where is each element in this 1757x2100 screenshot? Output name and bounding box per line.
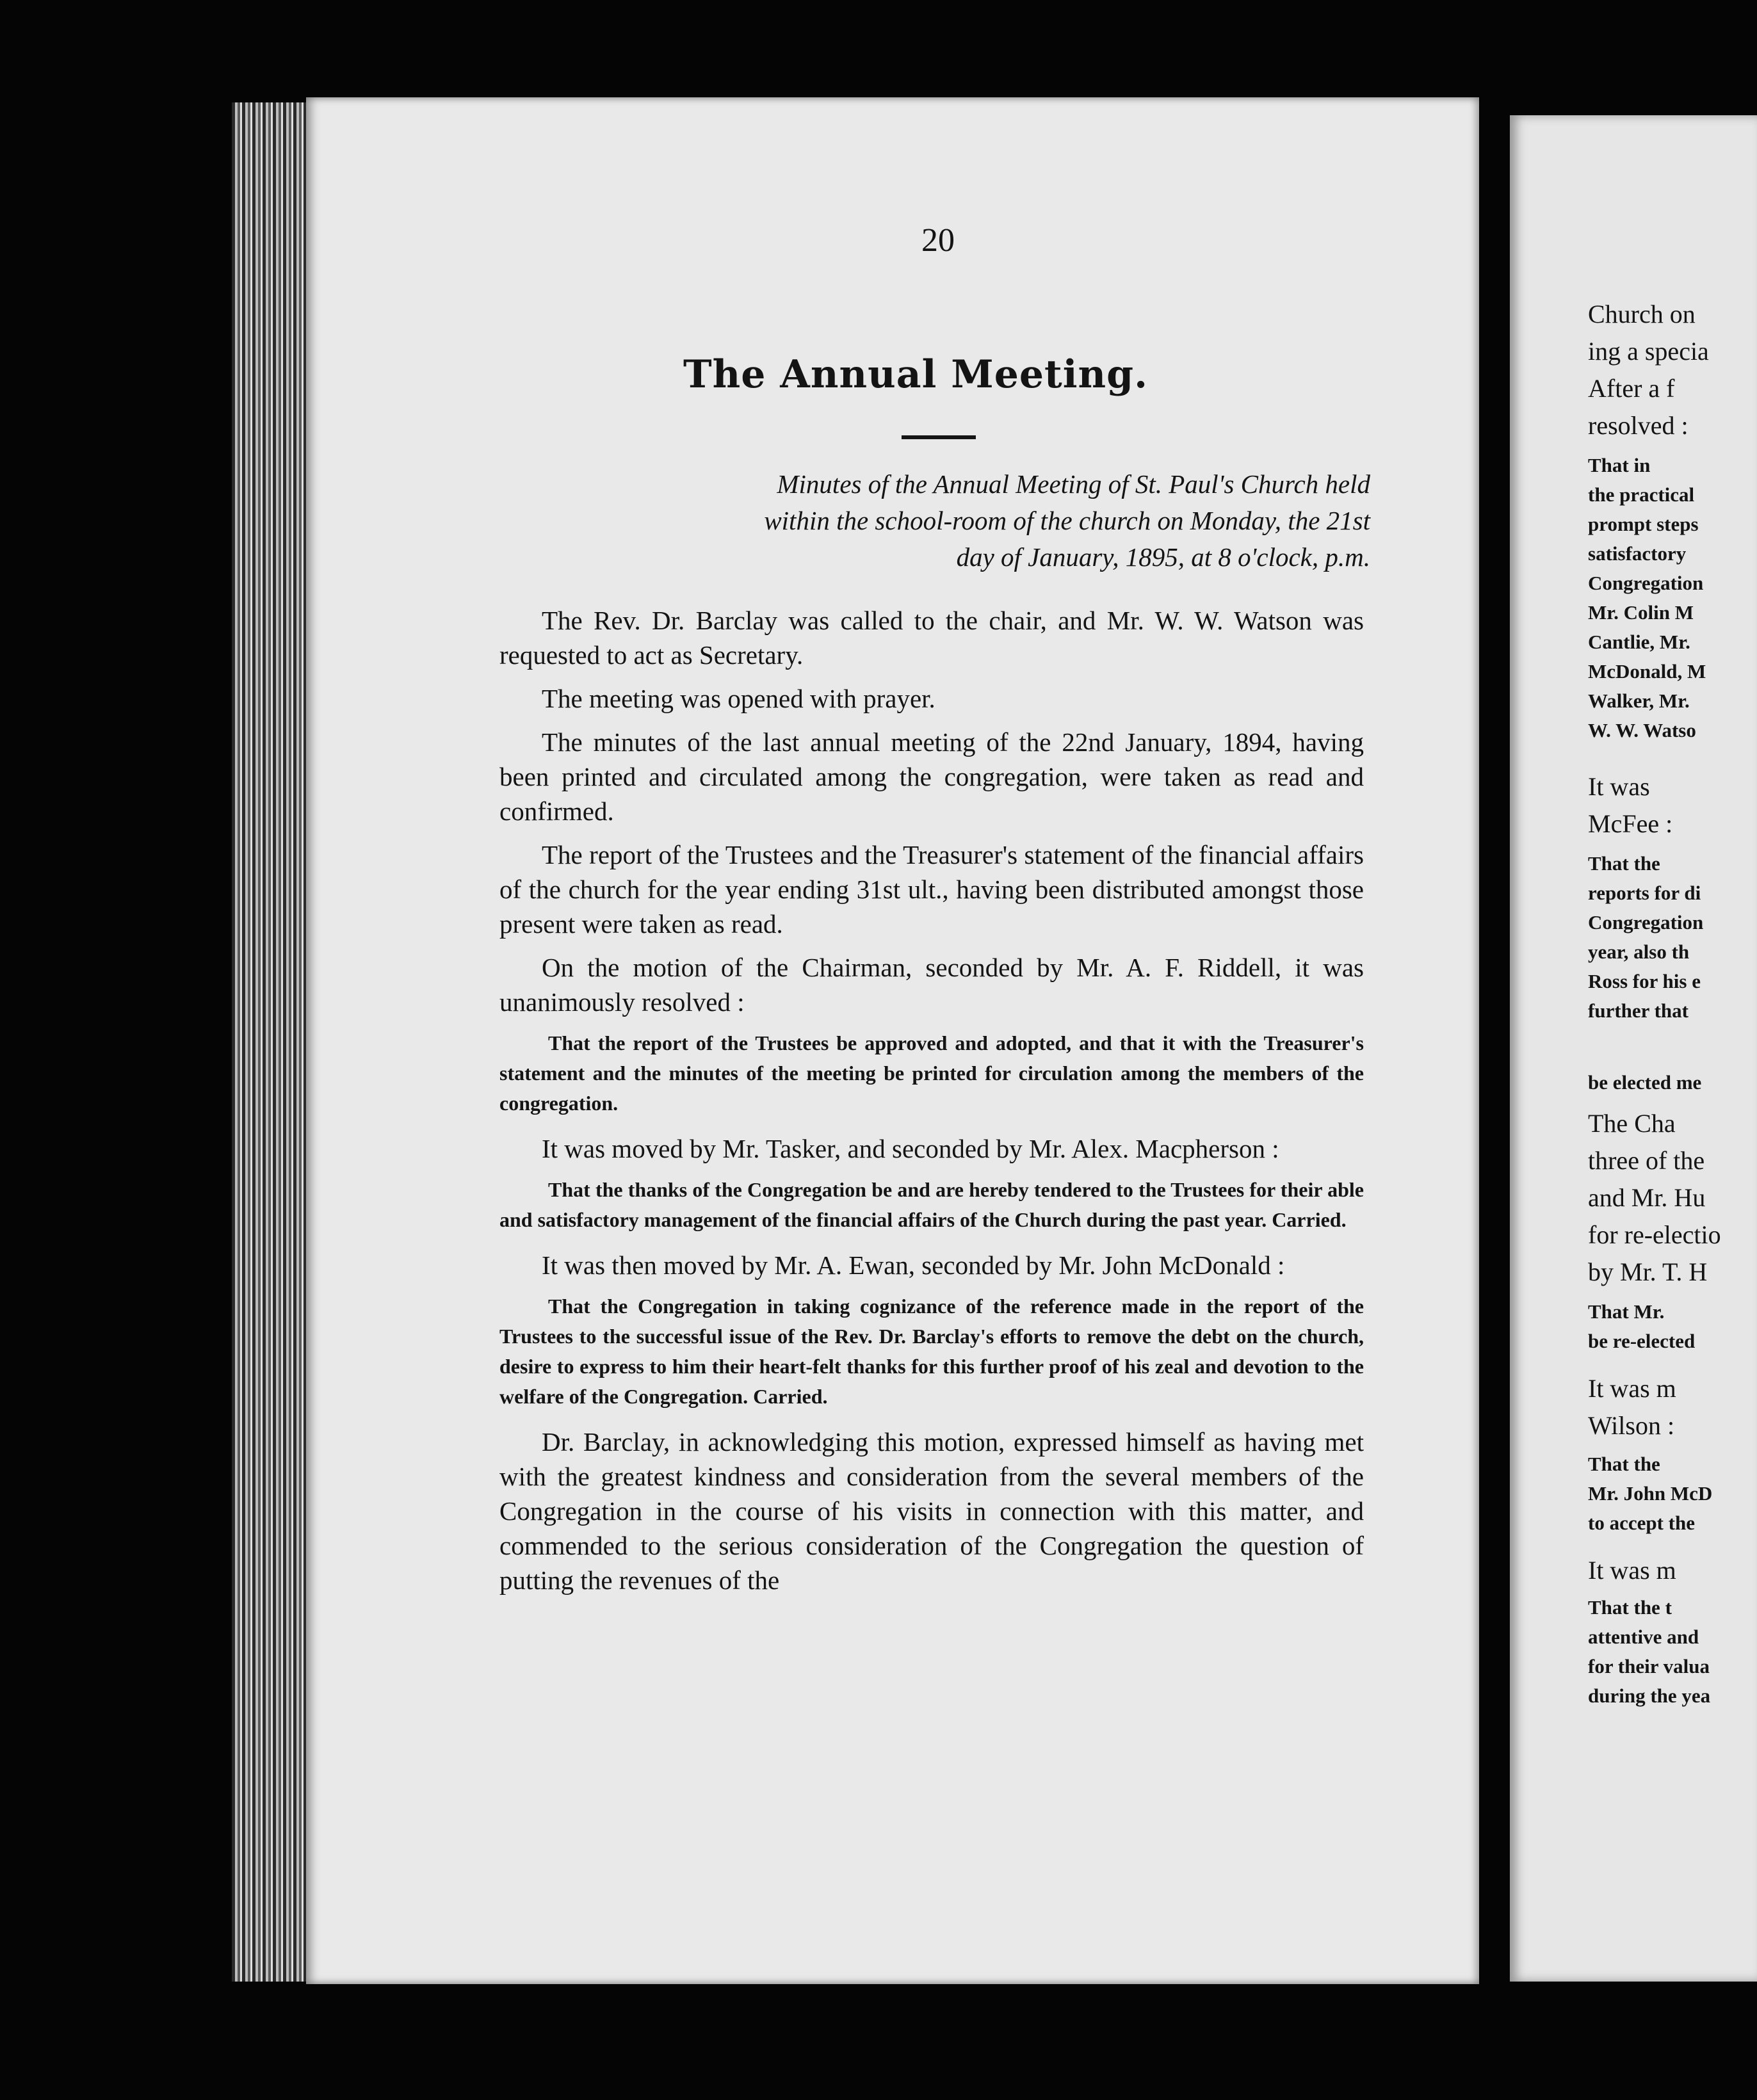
right-page-line: Mr. John McD (1588, 1482, 1713, 1505)
right-page-line: That in (1588, 454, 1651, 476)
resolution-paragraph: That the report of the Trustees be approved and adopted, and that it with the Treasurer's statement and the minutes of the meeting be printed for circulation among the members of the congregation. (499, 1031, 1364, 1115)
right-page-line: to accept the (1588, 1512, 1695, 1534)
page-heading: The Annual Meeting. (683, 352, 1149, 397)
right-page-line: It was (1588, 772, 1650, 801)
right-page-line: W. W. Watso (1588, 719, 1696, 741)
right-page-line: Wilson : (1588, 1411, 1675, 1440)
right-page-line: McDonald, M (1588, 660, 1706, 682)
paragraph: The minutes of the last annual meeting of the 22nd January, 1894, having been printed and circulated among the congregation, were taken as read and confirmed. (499, 727, 1364, 826)
right-page-line: be elected me (1588, 1071, 1702, 1094)
intro-line: Minutes of the Annual Meeting of St. Paul's Church held (777, 469, 1370, 499)
right-page-line: Congregation (1588, 911, 1704, 933)
intro-line: within the school-room of the church on Monday, the 21st (764, 506, 1370, 535)
right-page-line: by Mr. T. H (1588, 1257, 1708, 1286)
right-page-line: Mr. Colin M (1588, 601, 1694, 624)
right-page-line: year, also th (1588, 941, 1690, 963)
right-page-line: After a f (1588, 374, 1675, 403)
right-page-line: resolved : (1588, 411, 1688, 440)
right-page-line: That Mr. (1588, 1300, 1665, 1323)
right-page-line: reports for di (1588, 882, 1701, 904)
right-page-line: the practical (1588, 483, 1695, 506)
paragraph: The Rev. Dr. Barclay was called to the chair, and Mr. W. W. Watson was requested to act as Secretary. (499, 606, 1364, 670)
paragraph: The meeting was opened with prayer. (542, 684, 935, 713)
right-page-line: further that (1588, 999, 1688, 1022)
paragraph: Dr. Barclay, in acknowledging this motion, expressed himself as having met with the greatest kindness and consideration from the several members of the Congregation in the course of his visits in connection with this matter, and commended to the serious consideration of the Congregation the question of putting the revenues of the (499, 1427, 1364, 1595)
right-page-line: Congregation (1588, 572, 1704, 594)
right-page-text (1588, 296, 1757, 1711)
right-page-line: attentive and (1588, 1626, 1699, 1648)
right-page-line: McFee : (1588, 809, 1673, 838)
paragraph: It was then moved by Mr. A. Ewan, seconded by Mr. John McDonald : (542, 1250, 1285, 1280)
page-number: 20 (921, 222, 955, 259)
heading-rule (902, 435, 976, 439)
right-page-line: be re-elected (1588, 1330, 1696, 1352)
minutes-body (499, 603, 1364, 1606)
right-page-line: during the yea (1588, 1684, 1711, 1707)
intro-line: day of January, 1895, at 8 o'clock, p.m. (956, 542, 1370, 572)
page-edges (232, 102, 316, 1982)
right-page-line: Cantlie, Mr. (1588, 631, 1690, 653)
right-page-line: That the (1588, 1453, 1660, 1475)
right-page-line: It was m (1588, 1374, 1676, 1403)
right-page-line: satisfactory (1588, 542, 1687, 565)
right-page-line: three of the (1588, 1146, 1705, 1175)
right-page-line: That the (1588, 852, 1660, 875)
right-page-line: It was m (1588, 1556, 1676, 1585)
intro-minutes (563, 466, 1370, 576)
resolution-paragraph: That the Congregation in taking cognizance of the reference made in the report of the Trustees to the successful issue of the Rev. Dr. Barclay's efforts to remove the debt on the church, desire to express to him their heart-felt thanks for this further proof of his zeal and devotion to the welfare of the Congregation. Carried. (499, 1295, 1364, 1408)
right-page-line: That the t (1588, 1596, 1672, 1619)
paragraph: On the motion of the Chairman, seconded by Mr. A. F. Riddell, it was unanimously resolved : (499, 953, 1364, 1017)
right-page-line: The Cha (1588, 1109, 1676, 1138)
right-page-line: Walker, Mr. (1588, 690, 1690, 712)
right-page-line: for their valua (1588, 1655, 1710, 1677)
right-page-line: Church on (1588, 300, 1696, 328)
right-page-line: and Mr. Hu (1588, 1183, 1706, 1212)
right-page-line: ing a specia (1588, 337, 1709, 366)
right-page-line: for re-electio (1588, 1220, 1721, 1249)
resolution-paragraph: That the thanks of the Congregation be and are hereby tendered to the Trustees for their able and satisfactory management of the financial affairs of the Church during the past year. Carried. (499, 1178, 1364, 1231)
paragraph: The report of the Trustees and the Treasurer's statement of the financial affairs of the church for the year ending 31st ult., having been distributed amongst those present were taken as read. (499, 840, 1364, 939)
paragraph: It was moved by Mr. Tasker, and seconded by Mr. Alex. Macpherson : (542, 1134, 1279, 1163)
right-page-line: Ross for his e (1588, 970, 1701, 992)
right-page-line: prompt steps (1588, 513, 1699, 535)
